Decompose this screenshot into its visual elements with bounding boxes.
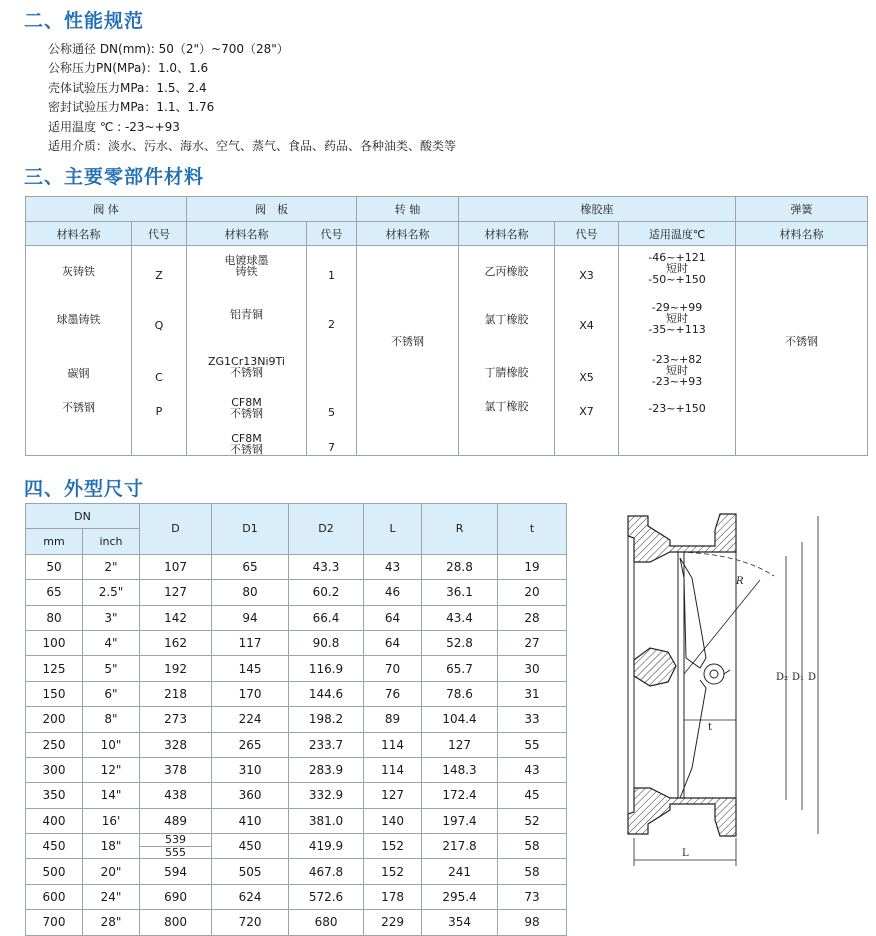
table-cell: 310 [212,757,289,782]
table-cell: 19 [498,554,567,579]
table-cell: 27 [498,630,567,655]
table-cell: 720 [212,910,289,935]
table-cell: 2" [83,554,140,579]
sub-header: 代号 [307,222,357,246]
sub-header: 适用温度℃ [619,222,736,246]
materials-group-header [26,197,868,222]
table-cell: 197.4 [422,808,498,833]
table-cell: 20 [498,580,567,605]
header-dn: DN [26,504,140,529]
table-cell: 680 [289,910,364,935]
table-cell: 295.4 [422,884,498,909]
table-row [26,656,567,681]
table-cell: 410 [212,808,289,833]
table-cell: 198.2 [289,707,364,732]
table-cell: 148.3 [422,757,498,782]
seat-code: X7 [579,405,594,418]
table-cell: 18" [83,834,140,859]
table-cell: 800 [140,910,212,935]
table-cell: 150 [26,681,83,706]
table-cell: 170 [212,681,289,706]
table-cell: 12" [83,757,140,782]
table-cell: 192 [140,656,212,681]
table-row [26,554,567,579]
table-cell: 52 [498,808,567,833]
table-cell: 55 [498,732,567,757]
spec-shell-test-pressure: 壳体试验压力MPa：1.5、2.4 [48,80,207,95]
table-cell: 125 [26,656,83,681]
seat-material: 乙丙橡胶 [484,265,529,278]
seat-code: X3 [579,269,594,282]
sub-header: 材料名称 [26,222,132,246]
table-cell: 100 [26,630,83,655]
table-cell: 419.9 [289,834,364,859]
dimensions-table [25,503,567,936]
spec-media: 适用介质：淡水、污水、海水、空气、蒸气、食品、药品、各种油类、酸类等 [48,139,457,154]
table-cell: 505 [212,859,289,884]
table-cell: 600 [26,884,83,909]
table-cell: 58 [498,834,567,859]
group-shaft: 转 轴 [357,197,459,222]
dim-body [26,554,567,935]
table-cell: 33 [498,707,567,732]
table-row [26,910,567,935]
table-cell: 89 [364,707,422,732]
table-row [26,681,567,706]
header-t: t [498,504,567,555]
sub-header: 材料名称 [187,222,307,246]
table-cell: 43 [498,757,567,782]
table-cell: 58 [498,859,567,884]
table-cell: 265 [212,732,289,757]
table-cell: 10" [83,732,140,757]
spring-material-cell [736,246,868,456]
seat-temperature: -23~+150 [648,402,706,415]
valve-drawing [610,498,866,878]
table-cell: 117 [212,630,289,655]
spec-list [48,40,456,156]
table-cell: 140 [364,808,422,833]
table-cell: 43 [364,554,422,579]
spec-temperature: 适用温度 ℃ : -23~+93 [48,119,180,134]
table-cell: 450 [26,834,83,859]
header-D2: D2 [289,504,364,555]
table-cell: 114 [364,757,422,782]
plate-material: CF8M 不锈钢 [230,396,263,420]
plate-material: 铝青铜 [230,308,263,321]
seat-temperature: -23~+82 短时 -23~+93 [651,353,703,388]
table-cell: 70 [364,656,422,681]
table-cell: 350 [26,783,83,808]
table-cell: 172.4 [422,783,498,808]
table-cell: 98 [498,910,567,935]
table-cell: 16' [83,808,140,833]
table-cell: 80 [212,580,289,605]
seat-code: X5 [579,371,594,384]
table-cell: 4" [83,630,140,655]
table-cell [140,834,212,859]
sub-header: 材料名称 [459,222,555,246]
table-cell: 217.8 [422,834,498,859]
table-cell: 90.8 [289,630,364,655]
header-inch: inch [83,529,140,554]
table-cell: 73 [498,884,567,909]
table-row [26,707,567,732]
section-title-dimensions: 四、外型尺寸 [24,478,145,500]
body-material-cell [26,246,132,456]
table-cell: 400 [26,808,83,833]
table-cell: 30 [498,656,567,681]
seat-material-cell [459,246,555,456]
table-cell: 65 [212,554,289,579]
table-cell: 94 [212,605,289,630]
table-cell: 114 [364,732,422,757]
table-cell: 80 [26,605,83,630]
section-title-performance: 二、性能规范 [24,10,145,32]
table-cell: 28" [83,910,140,935]
table-cell: 14" [83,783,140,808]
table-cell: 450 [212,834,289,859]
split-value: 539 [140,834,211,847]
table-cell: 332.9 [289,783,364,808]
table-cell: 145 [212,656,289,681]
table-cell: 241 [422,859,498,884]
sub-header: 材料名称 [736,222,868,246]
table-cell: 152 [364,859,422,884]
table-cell: 178 [364,884,422,909]
table-cell: 467.8 [289,859,364,884]
body-material: 球墨铸铁 [56,313,101,326]
table-row [26,783,567,808]
spec-seal-test-pressure: 密封试验压力MPa：1.1、1.76 [48,100,215,115]
materials-body [26,246,868,456]
table-cell: 3" [83,605,140,630]
header-D1: D1 [212,504,289,555]
sub-header: 材料名称 [357,222,459,246]
table-cell: 283.9 [289,757,364,782]
table-cell: 50 [26,554,83,579]
table-cell: 45 [498,783,567,808]
table-cell: 690 [140,884,212,909]
dim-header-row-1 [26,504,567,529]
label-L: L [682,848,689,859]
table-cell: 2.5" [83,580,140,605]
table-cell: 250 [26,732,83,757]
table-cell: 107 [140,554,212,579]
table-cell: 360 [212,783,289,808]
table-cell: 66.4 [289,605,364,630]
table-cell: 60.2 [289,580,364,605]
shaft-material: 不锈钢 [391,335,424,348]
table-cell: 104.4 [422,707,498,732]
seat-code-cell [555,246,619,456]
table-cell: 594 [140,859,212,884]
table-row [26,808,567,833]
materials-sub-header [26,222,868,246]
seat-material: 氯丁橡胶 [484,400,529,413]
table-cell: 700 [26,910,83,935]
table-row [26,757,567,782]
table-cell: 43.3 [289,554,364,579]
table-cell: 200 [26,707,83,732]
table-cell: 218 [140,681,212,706]
table-cell: 76 [364,681,422,706]
table-row [26,859,567,884]
table-cell: 438 [140,783,212,808]
label-R: R [736,576,744,587]
table-cell: 144.6 [289,681,364,706]
header-mm: mm [26,529,83,554]
table-row [26,605,567,630]
table-cell: 224 [212,707,289,732]
table-cell: 5" [83,656,140,681]
table-row [26,834,567,859]
section-title-materials: 三、主要零部件材料 [24,166,205,188]
label-t: t [708,722,713,733]
table-row [26,630,567,655]
plate-material: 电镀球墨 铸铁 [224,254,269,278]
seat-temperature: -29~+99 短时 -35~+113 [648,301,706,336]
group-seat: 橡胶座 [459,197,736,222]
body-material: 灰铸铁 [62,265,95,278]
body-material: 不锈钢 [62,401,95,414]
table-cell: 28.8 [422,554,498,579]
table-cell: 127 [140,580,212,605]
table-row [26,732,567,757]
header-R: R [422,504,498,555]
table-cell: 572.6 [289,884,364,909]
table-cell: 127 [364,783,422,808]
table-row [26,580,567,605]
table-cell: 624 [212,884,289,909]
body-code: C [155,371,163,384]
table-cell: 233.7 [289,732,364,757]
plate-code: 5 [328,406,335,419]
table-cell: 65 [26,580,83,605]
seat-material: 丁腈橡胶 [484,366,529,379]
table-cell: 489 [140,808,212,833]
shaft-material-cell [357,246,459,456]
table-cell: 24" [83,884,140,909]
table-cell: 378 [140,757,212,782]
table-cell: 300 [26,757,83,782]
table-cell: 152 [364,834,422,859]
plate-code: 2 [328,318,335,331]
plate-code: 1 [328,269,335,282]
table-cell: 273 [140,707,212,732]
group-spring: 弹簧 [736,197,868,222]
sub-header: 代号 [132,222,187,246]
table-cell: 52.8 [422,630,498,655]
seat-temperature: -46~+121 短时 -50~+150 [648,251,706,286]
plate-material-cell [187,246,307,456]
table-cell: 65.7 [422,656,498,681]
body-code: Q [154,319,164,332]
body-code: P [155,405,163,418]
table-cell: 354 [422,910,498,935]
materials-table [25,196,868,456]
plate-material: CF8M 不锈钢 [230,432,263,456]
plate-code: 7 [328,441,335,454]
table-cell: 127 [422,732,498,757]
label-D1: D₁ [792,672,805,683]
seat-temp-cell [619,246,736,456]
table-cell: 20" [83,859,140,884]
table-cell: 36.1 [422,580,498,605]
table-cell: 162 [140,630,212,655]
seat-code: X4 [579,319,594,332]
sub-header: 代号 [555,222,619,246]
body-code-cell [132,246,187,456]
table-cell: 64 [364,605,422,630]
table-cell: 8" [83,707,140,732]
group-plate: 阀 板 [187,197,357,222]
table-cell: 6" [83,681,140,706]
spring-material: 不锈钢 [785,335,819,348]
header-D: D [140,504,212,555]
table-cell: 381.0 [289,808,364,833]
table-cell: 328 [140,732,212,757]
table-cell: 500 [26,859,83,884]
body-code: Z [155,269,163,282]
plate-code-cell [307,246,357,456]
table-cell: 46 [364,580,422,605]
table-cell: 229 [364,910,422,935]
label-D: D [808,672,817,683]
header-L: L [364,504,422,555]
body-material: 碳钢 [67,367,90,380]
spec-nominal-diameter: 公称通径 DN(mm): 50（2"）~700（28"） [48,42,289,56]
table-cell: 78.6 [422,681,498,706]
plate-material: ZG1Cr13Ni9Ti 不锈钢 [208,355,285,379]
table-cell: 43.4 [422,605,498,630]
split-value: 555 [165,845,187,859]
table-cell: 28 [498,605,567,630]
seat-material: 氯丁橡胶 [484,313,529,326]
group-body: 阀 体 [26,197,187,222]
table-cell: 31 [498,681,567,706]
table-cell: 64 [364,630,422,655]
table-cell: 142 [140,605,212,630]
table-cell: 116.9 [289,656,364,681]
label-D2: D₂ [776,672,789,683]
table-row [26,884,567,909]
spec-nominal-pressure: 公称压力PN(MPa)：1.0、1.6 [48,61,209,76]
